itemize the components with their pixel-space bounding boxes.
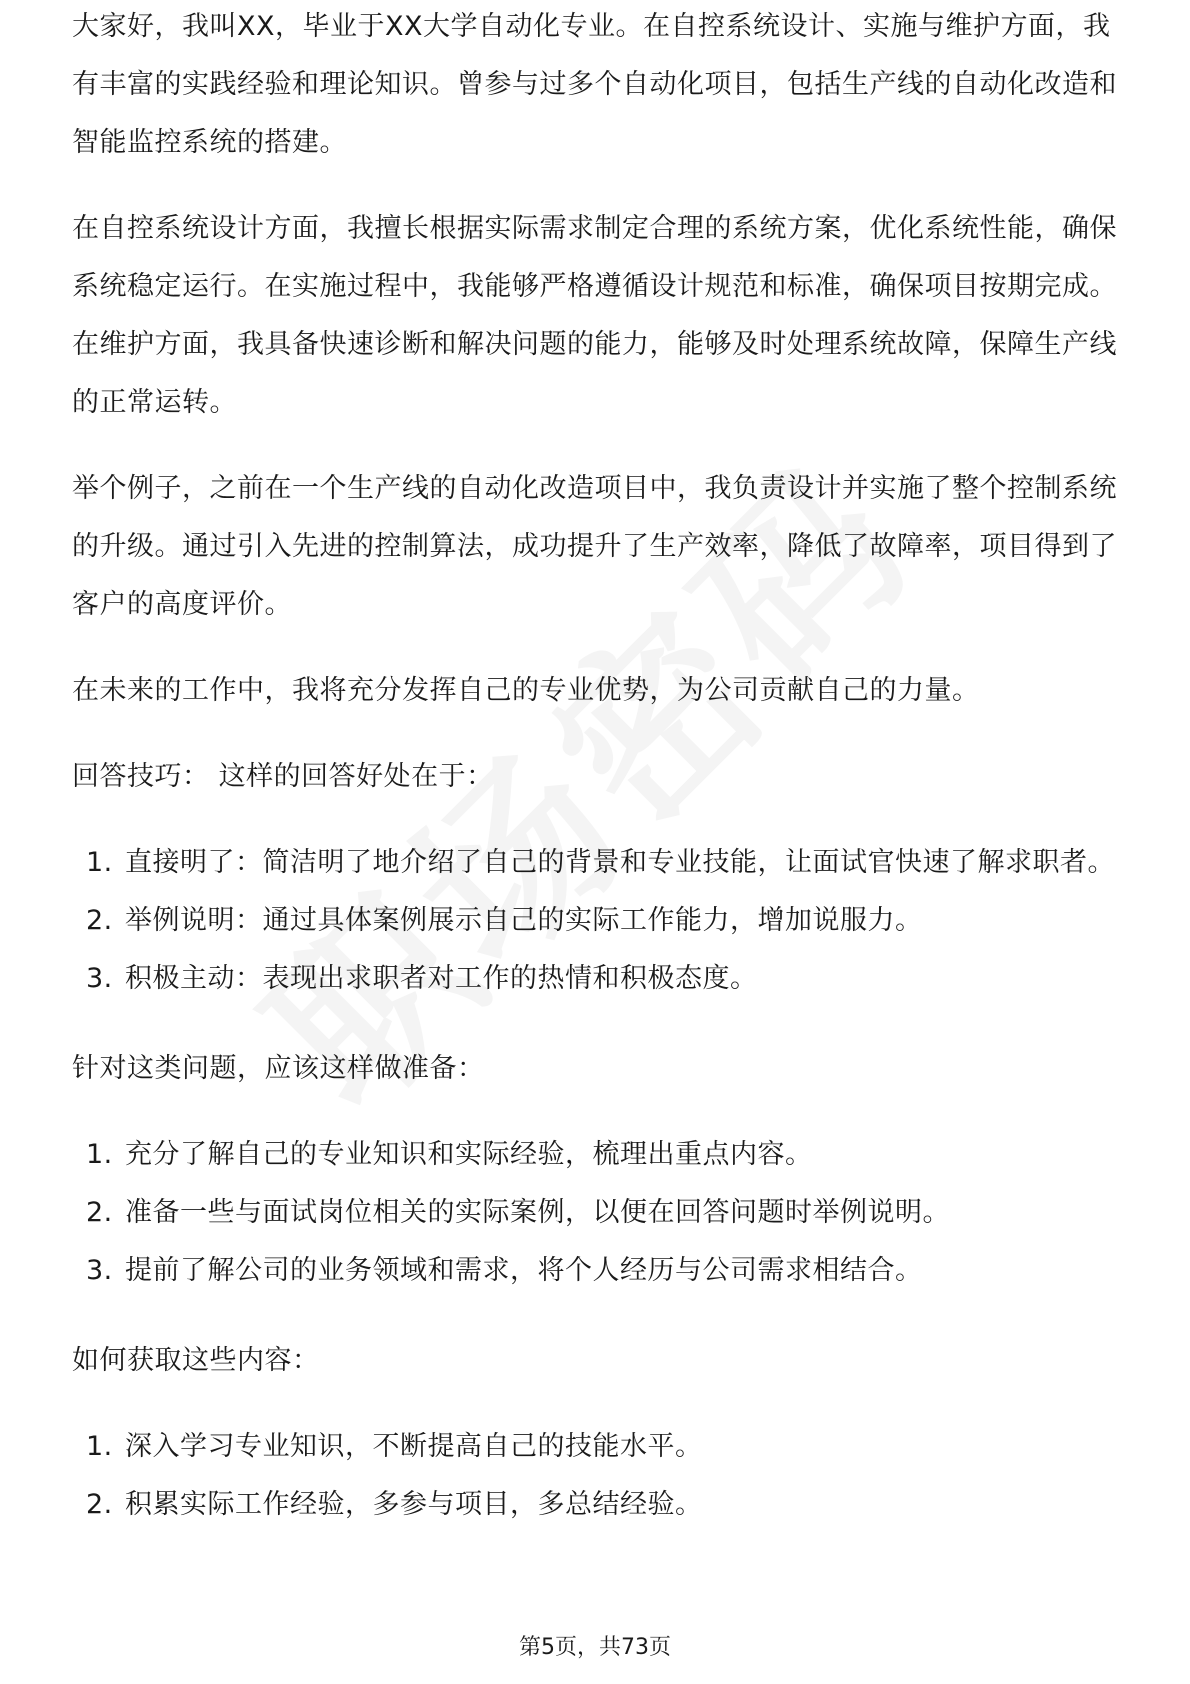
list-number: 2. [86, 1197, 113, 1228]
future-paragraph: 在未来的工作中，我将充分发挥自己的专业优势，为公司贡献自己的力量。 [72, 675, 980, 706]
example-paragraph: 举个例子，之前在一个生产线的自动化改造项目中，我负责设计并实施了整个控制系统的升级。通过引入先进的控制算法，成功提升了生产效率，降低了故障率，项目得到了客户的高度评价。 [72, 473, 1117, 620]
list-text: 准备一些与面试岗位相关的实际案例，以便在回答问题时举例说明。 [125, 1197, 950, 1228]
list-text: 提前了解公司的业务领域和需求，将个人经历与公司需求相结合。 [125, 1255, 923, 1286]
list-item [72, 950, 1118, 1008]
list-number: 1. [86, 1431, 113, 1462]
tips-heading: 回答技巧： 这样的回答好处在于： [72, 761, 494, 792]
intro-paragraph: 大家好，我叫XX，毕业于XX大学自动化专业。在自控系统设计、实施与维护方面，我有丰富的实践经验和理论知识。曾参与过多个自动化项目，包括生产线的自动化改造和智能监控系统的搭建。 [72, 11, 1117, 158]
list-text: 举例说明：通过具体案例展示自己的实际工作能力，增加说服力。 [125, 905, 923, 936]
page-content [72, 11, 1118, 1566]
acquire-heading: 如何获取这些内容： [72, 1345, 320, 1376]
list-item [72, 892, 1118, 950]
acquire-list [72, 1418, 1118, 1534]
list-text: 积极主动：表现出求职者对工作的热情和积极态度。 [125, 963, 758, 994]
prepare-list [72, 1126, 1118, 1300]
list-text: 积累实际工作经验，多参与项目，多总结经验。 [125, 1489, 703, 1520]
list-number: 2. [86, 1489, 113, 1520]
list-item [72, 1418, 1118, 1476]
list-number: 3. [86, 1255, 113, 1286]
list-text: 深入学习专业知识，不断提高自己的技能水平。 [125, 1431, 703, 1462]
list-number: 2. [86, 905, 113, 936]
list-number: 3. [86, 963, 113, 994]
list-item [72, 1184, 1118, 1242]
page-footer: 第5页，共73页 [519, 1635, 671, 1660]
list-item [72, 1126, 1118, 1184]
list-item [72, 834, 1118, 892]
list-number: 1. [86, 847, 113, 878]
prepare-heading: 针对这类问题，应该这样做准备： [72, 1053, 485, 1084]
list-text: 充分了解自己的专业知识和实际经验，梳理出重点内容。 [125, 1139, 813, 1170]
list-text: 直接明了：简洁明了地介绍了自己的背景和专业技能，让面试官快速了解求职者。 [125, 847, 1115, 878]
list-item [72, 1476, 1118, 1534]
list-number: 1. [86, 1139, 113, 1170]
list-item [72, 1242, 1118, 1300]
tips-list [72, 834, 1118, 1008]
design-paragraph: 在自控系统设计方面，我擅长根据实际需求制定合理的系统方案，优化系统性能，确保系统稳定运行。在实施过程中，我能够严格遵循设计规范和标准，确保项目按期完成。在维护方面，我具备快速诊断和解决问题的能力，能够及时处理系统故障，保障生产线的正常运转。 [72, 213, 1117, 418]
